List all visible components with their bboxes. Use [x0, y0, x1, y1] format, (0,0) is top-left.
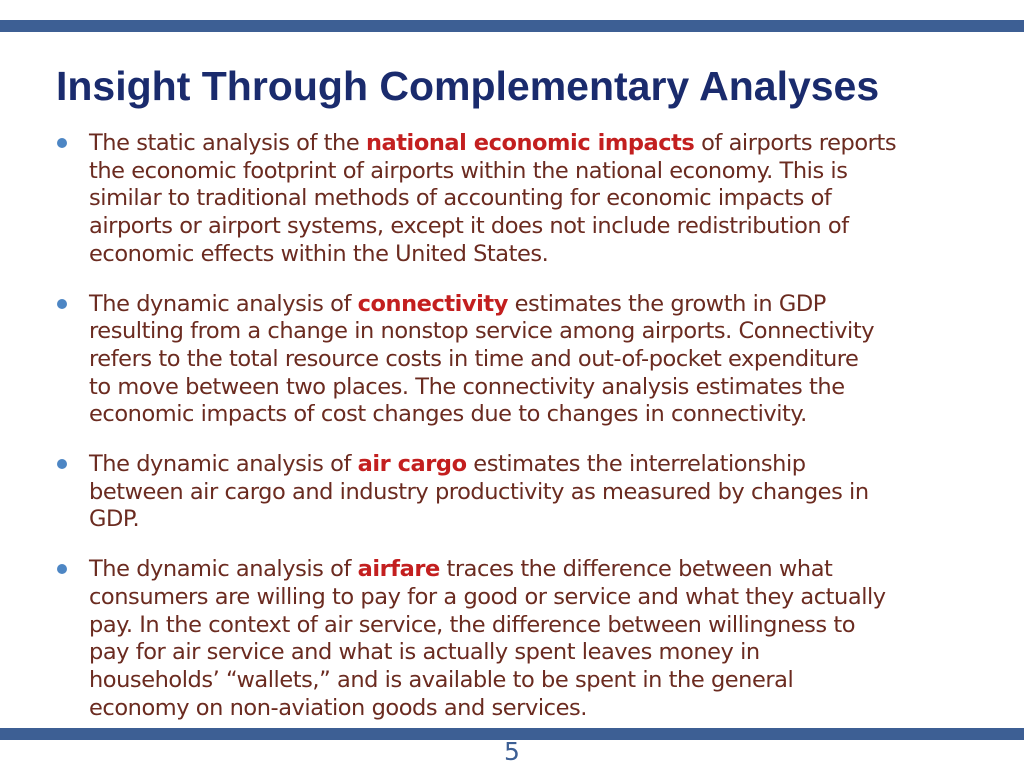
bullet-text-intro: The dynamic analysis of: [89, 556, 358, 583]
bullet-text-intro: The static analysis of the: [89, 130, 366, 156]
bullet-text: [89, 556, 976, 722]
bullet-item-connectivity: [56, 291, 976, 430]
bullet-text-intro: The dynamic analysis of: [89, 451, 358, 478]
bullet-text-intro: The dynamic analysis of: [89, 290, 358, 317]
highlight-term: air cargo: [357, 451, 467, 478]
bullet-text-body: of airports reports the economic footprint of airports within the national economy. This is similar to traditional methods of accounting for economic impacts of airports or airport systems, except it does not include redistribution of economic effects within the United States.: [89, 130, 897, 267]
bullet-text: [89, 291, 976, 430]
bullet-text: [89, 451, 976, 534]
bullet-dot-icon: [57, 564, 67, 574]
highlight-term: connectivity: [357, 290, 508, 317]
bullet-text-body: traces the difference between what consumers are willing to pay for a good or service and what they actually pay. In the context of air service, the difference between willingness to pay for air service and what is actually spent leaves money in households’ “wallets,” and is available to be spent in the general economy on non-aviation goods and services.: [89, 556, 886, 721]
bullet-dot-icon: [57, 459, 67, 469]
highlight-term: airfare: [357, 556, 440, 583]
bullet-list: [56, 130, 976, 744]
bullet-dot-icon: [57, 299, 67, 309]
slide-title: Insight Through Complementary Analyses: [56, 63, 880, 109]
top-accent-bar: [0, 20, 1024, 32]
highlight-term: national economic impacts: [365, 130, 695, 156]
bullet-item-airfare: [56, 556, 976, 722]
bullet-text-body: estimates the growth in GDP resulting from a change in nonstop service among airports. Connectivity refers to the total resource costs in time and out-of-pocket expenditure to move between two places. The connectivity analysis estimates the economic impacts of cost changes due to changes in connectivity.: [89, 290, 875, 428]
bullet-text: [89, 130, 976, 269]
bullet-dot-icon: [57, 138, 67, 148]
bullet-item-air-cargo: [56, 451, 976, 534]
bullet-item-national-economic-impacts: [56, 130, 976, 269]
page-number: 5: [504, 737, 520, 766]
bullet-text-body: estimates the interrelationship between air cargo and industry productivity as measured by changes in GDP.: [89, 451, 869, 533]
